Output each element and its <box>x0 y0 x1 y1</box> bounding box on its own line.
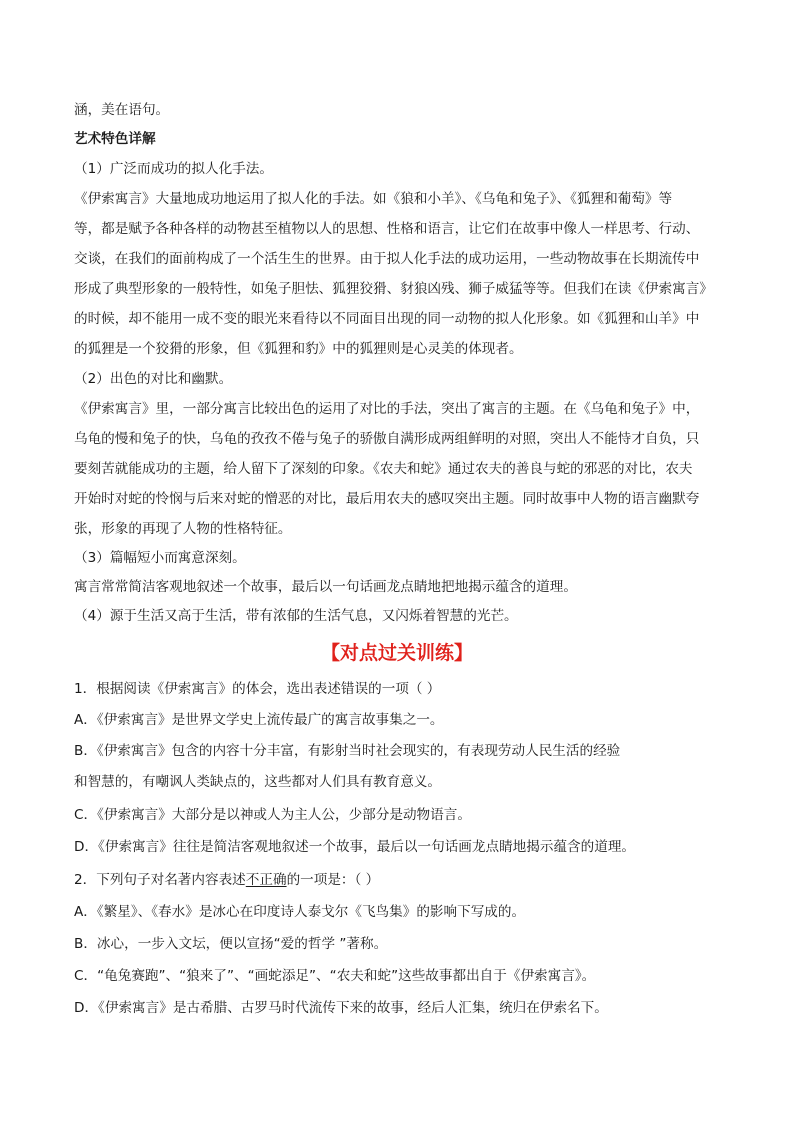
section-title: 【对点过关训练】 <box>320 642 473 664</box>
q1-stem: 1．根据阅读《伊索寓言》的体会，选出表述错误的一项（ ） <box>74 681 441 697</box>
q2-stem <box>74 871 379 889</box>
q2-option-c: C．“龟兔赛跑”、“狼来了”、“画蛇添足”、“农夫和蛇”这些故事都出自于《伊索寓言》。 <box>74 968 596 984</box>
q2-option-d: D．《伊索寓言》是古希腊、古罗马时代流传下来的故事，经后人汇集，统归在伊索名下。 <box>74 1000 608 1016</box>
art-p2-line: 《伊索寓言》里，一部分寓言比较出色的运用了对比的手法，突出了寓言的主题。在《乌龟和兔子》中， <box>74 401 700 417</box>
q2-stem-post: 的一项是：（ ） <box>286 872 380 888</box>
art-p1-line: 交谈，在我们的面前构成了一个活生生的世界。由于拟人化手法的成功运用，一些动物故事在长期流传中 <box>74 251 700 267</box>
q1-option-c: C．《伊索寓言》大部分是以神或人为主人公，少部分是动物语言。 <box>74 807 471 823</box>
q2-stem-pre: 2．下列句子对名著内容表述 <box>74 872 246 888</box>
art-p3-heading: （3）篇幅短小而寓意深刻。 <box>74 550 246 566</box>
art-p1-line: 等，都是赋予各种各样的动物甚至植物以人的思想、性格和语言，让它们在故事中像人一样思考、行动、 <box>74 221 700 237</box>
q1-option-d: D．《伊索寓言》往往是简洁客观地叙述一个故事，最后以一句话画龙点睛地揭示蕴含的道理。 <box>74 839 636 855</box>
art-p2-line: 开始时对蛇的怜悯与后来对蛇的憎恶的对比，最后用农夫的感叹突出主题。同时故事中人物的语言幽默夸 <box>74 491 700 507</box>
art-p1-line: 《伊索寓言》大量地成功地运用了拟人化的手法。如《狼和小羊》、《乌龟和兔子》、《狐狸和葡萄》等 <box>74 191 673 207</box>
q2-option-a: A．《繁星》、《春水》是冰心在印度诗人泰戈尔《飞鸟集》的影响下写成的。 <box>74 904 526 920</box>
q2-stem-underlined: 不正确 <box>245 872 287 888</box>
q1-option-b-cont: 和智慧的，有嘲讽人类缺点的，这些都对人们具有教育意义。 <box>74 774 442 790</box>
art-p3-line: 寓言常常简洁客观地叙述一个故事，最后以一句话画龙点睛地把地揭示蕴含的道理。 <box>74 579 577 595</box>
art-p4-heading: （4）源于生活又高于生活，带有浓郁的生活气息，又闪烁着智慧的光芒。 <box>74 608 518 624</box>
q1-option-a: A．《伊索寓言》是世界文学史上流传最广的寓言故事集之一。 <box>74 712 444 728</box>
art-p2-line: 要刻苦就能成功的主题，给人留下了深刻的印象。《农夫和蛇》通过农夫的善良与蛇的邪恶的对比，农夫 <box>74 461 693 477</box>
q1-option-b: B．《伊索寓言》包含的内容十分丰富，有影射当时社会现实的，有表现劳动人民生活的经验 <box>74 743 621 759</box>
art-p1-line: 形成了典型形象的一般特性，如兔子胆怯、狐狸狡猾、豺狼凶残、狮子威猛等等。但我们在读《伊索寓言》 <box>74 281 713 297</box>
intro-tail-text: 涵，美在语句。 <box>74 102 170 118</box>
art-p2-heading: （2）出色的对比和幽默。 <box>74 371 233 387</box>
art-p2-line: 乌龟的慢和兔子的快，乌龟的孜孜不倦与兔子的骄傲自满形成两组鲜明的对照，突出人不能恃才自负，只 <box>74 431 700 447</box>
q2-option-b: B．冰心，一步入文坛，便以宣扬“爱的哲学 ”著称。 <box>74 936 388 952</box>
art-p1-line: 的时候，却不能用一成不变的眼光来看待以不同面目出现的同一动物的拟人化形象。如《狐狸和山羊》中 <box>74 311 700 327</box>
art-p1-heading: （1）广泛而成功的拟人化手法。 <box>74 161 273 177</box>
art-p1-line: 的狐狸是一个狡猾的形象，但《狐狸和豹》中的狐狸则是心灵美的体现者。 <box>74 341 523 357</box>
art-p2-line: 张，形象的再现了人物的性格特征。 <box>74 521 292 537</box>
art-heading: 艺术特色详解 <box>74 131 156 147</box>
